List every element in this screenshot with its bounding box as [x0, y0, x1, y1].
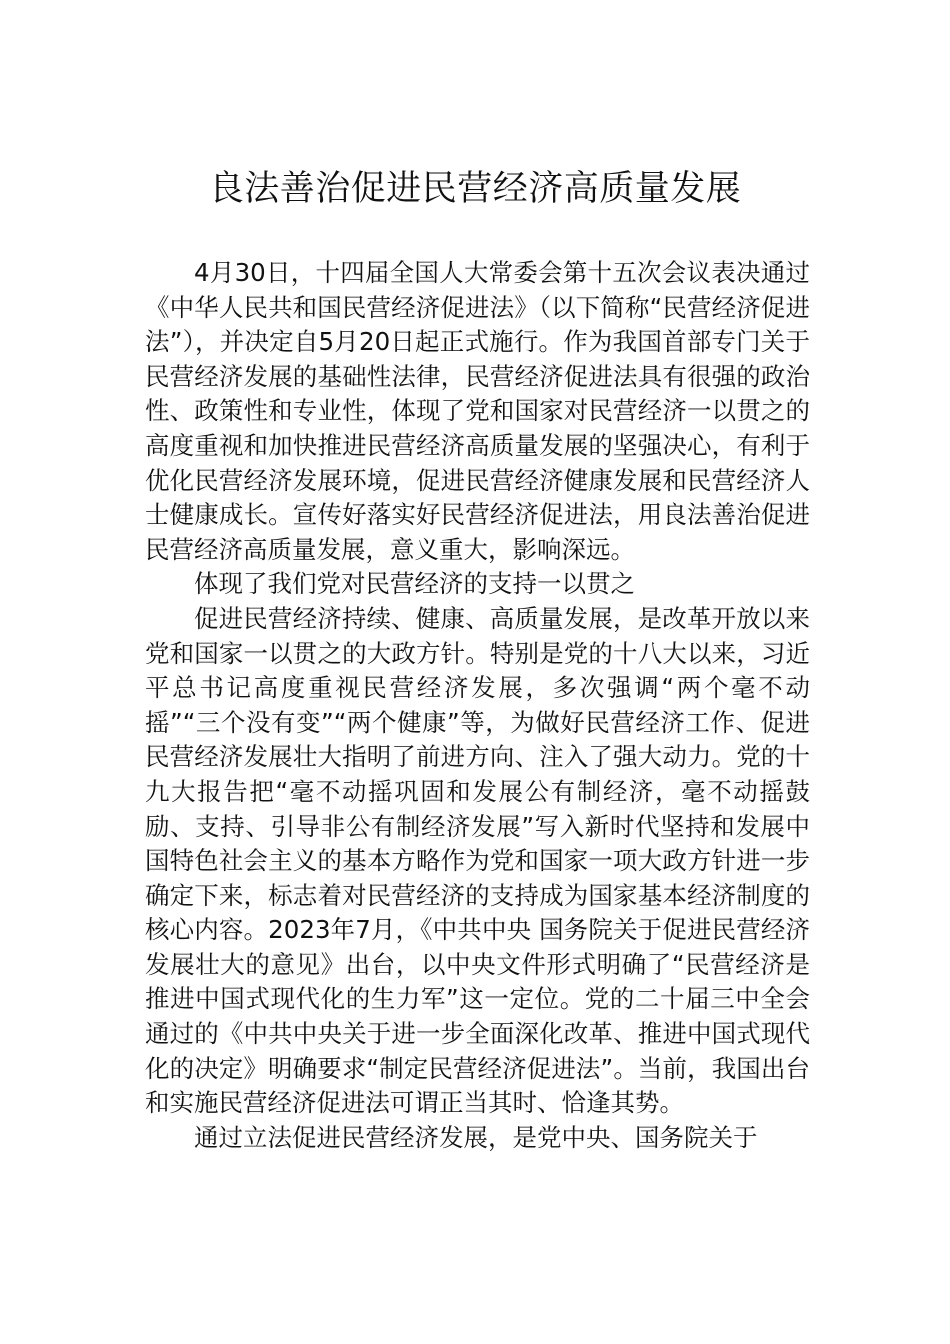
paragraph-legislation: 通过立法促进民营经济发展，是党中央、国务院关于 [194, 1122, 758, 1152]
document-title: 良法善治促进民营经济高质量发展 [208, 169, 742, 209]
document-body [145, 256, 810, 1155]
paragraph-intro: 4月30日，十四届全国人大常委会第十五次会议表决通过《中华人民共和国民营经济促进法》（以下简称“民营经济促进法”），并决定自5月20日起正式施行。作为我国首部专门关于民营经济发展的基础性法律，民营经济促进法具有很强的政治性、政策性和专业性，体现了党和国家对民营经济一以贯之的高度重视和加快推进民营经济高质量发展的坚强决心，有利于优化民营经济发展环境，促进民营经济健康发展和民营经济人士健康成长。宣传好落实好民营经济促进法，用良法善治促进民营经济高质量发展，意义重大，影响深远。 [145, 258, 810, 564]
paragraph-history: 促进民营经济持续、健康、高质量发展，是改革开放以来党和国家一以贯之的大政方针。特别是党的十八大以来，习近平总书记高度重视民营经济发展，多次强调“两个毫不动摇”“三个没有变”“两个健康”等，为做好民营经济工作、促进民营经济发展壮大指明了前进方向、注入了强大动力。党的十九大报告把“毫不动摇巩固和发展公有制经济，毫不动摇鼓励、支持、引导非公有制经济发展”写入新时代坚持和发展中国特色社会主义的基本方略作为党和国家一项大政方针进一步确定下来，标志着对民营经济的支持成为国家基本经济制度的核心内容。2023年7月，《中共中央 国务院关于促进民营经济发展壮大的意见》出台，以中央文件形式明确了“民营经济是推进中国式现代化的生力军”这一定位。党的二十届三中全会通过的《中共中央关于进一步全面深化改革、推进中国式现代化的决定》明确要求“制定民营经济促进法”。当前，我国出台和实施民营经济促进法可谓正当其时、恰逢其势。 [145, 603, 810, 1118]
section-heading: 体现了我们党对民营经济的支持一以贯之 [194, 569, 635, 599]
